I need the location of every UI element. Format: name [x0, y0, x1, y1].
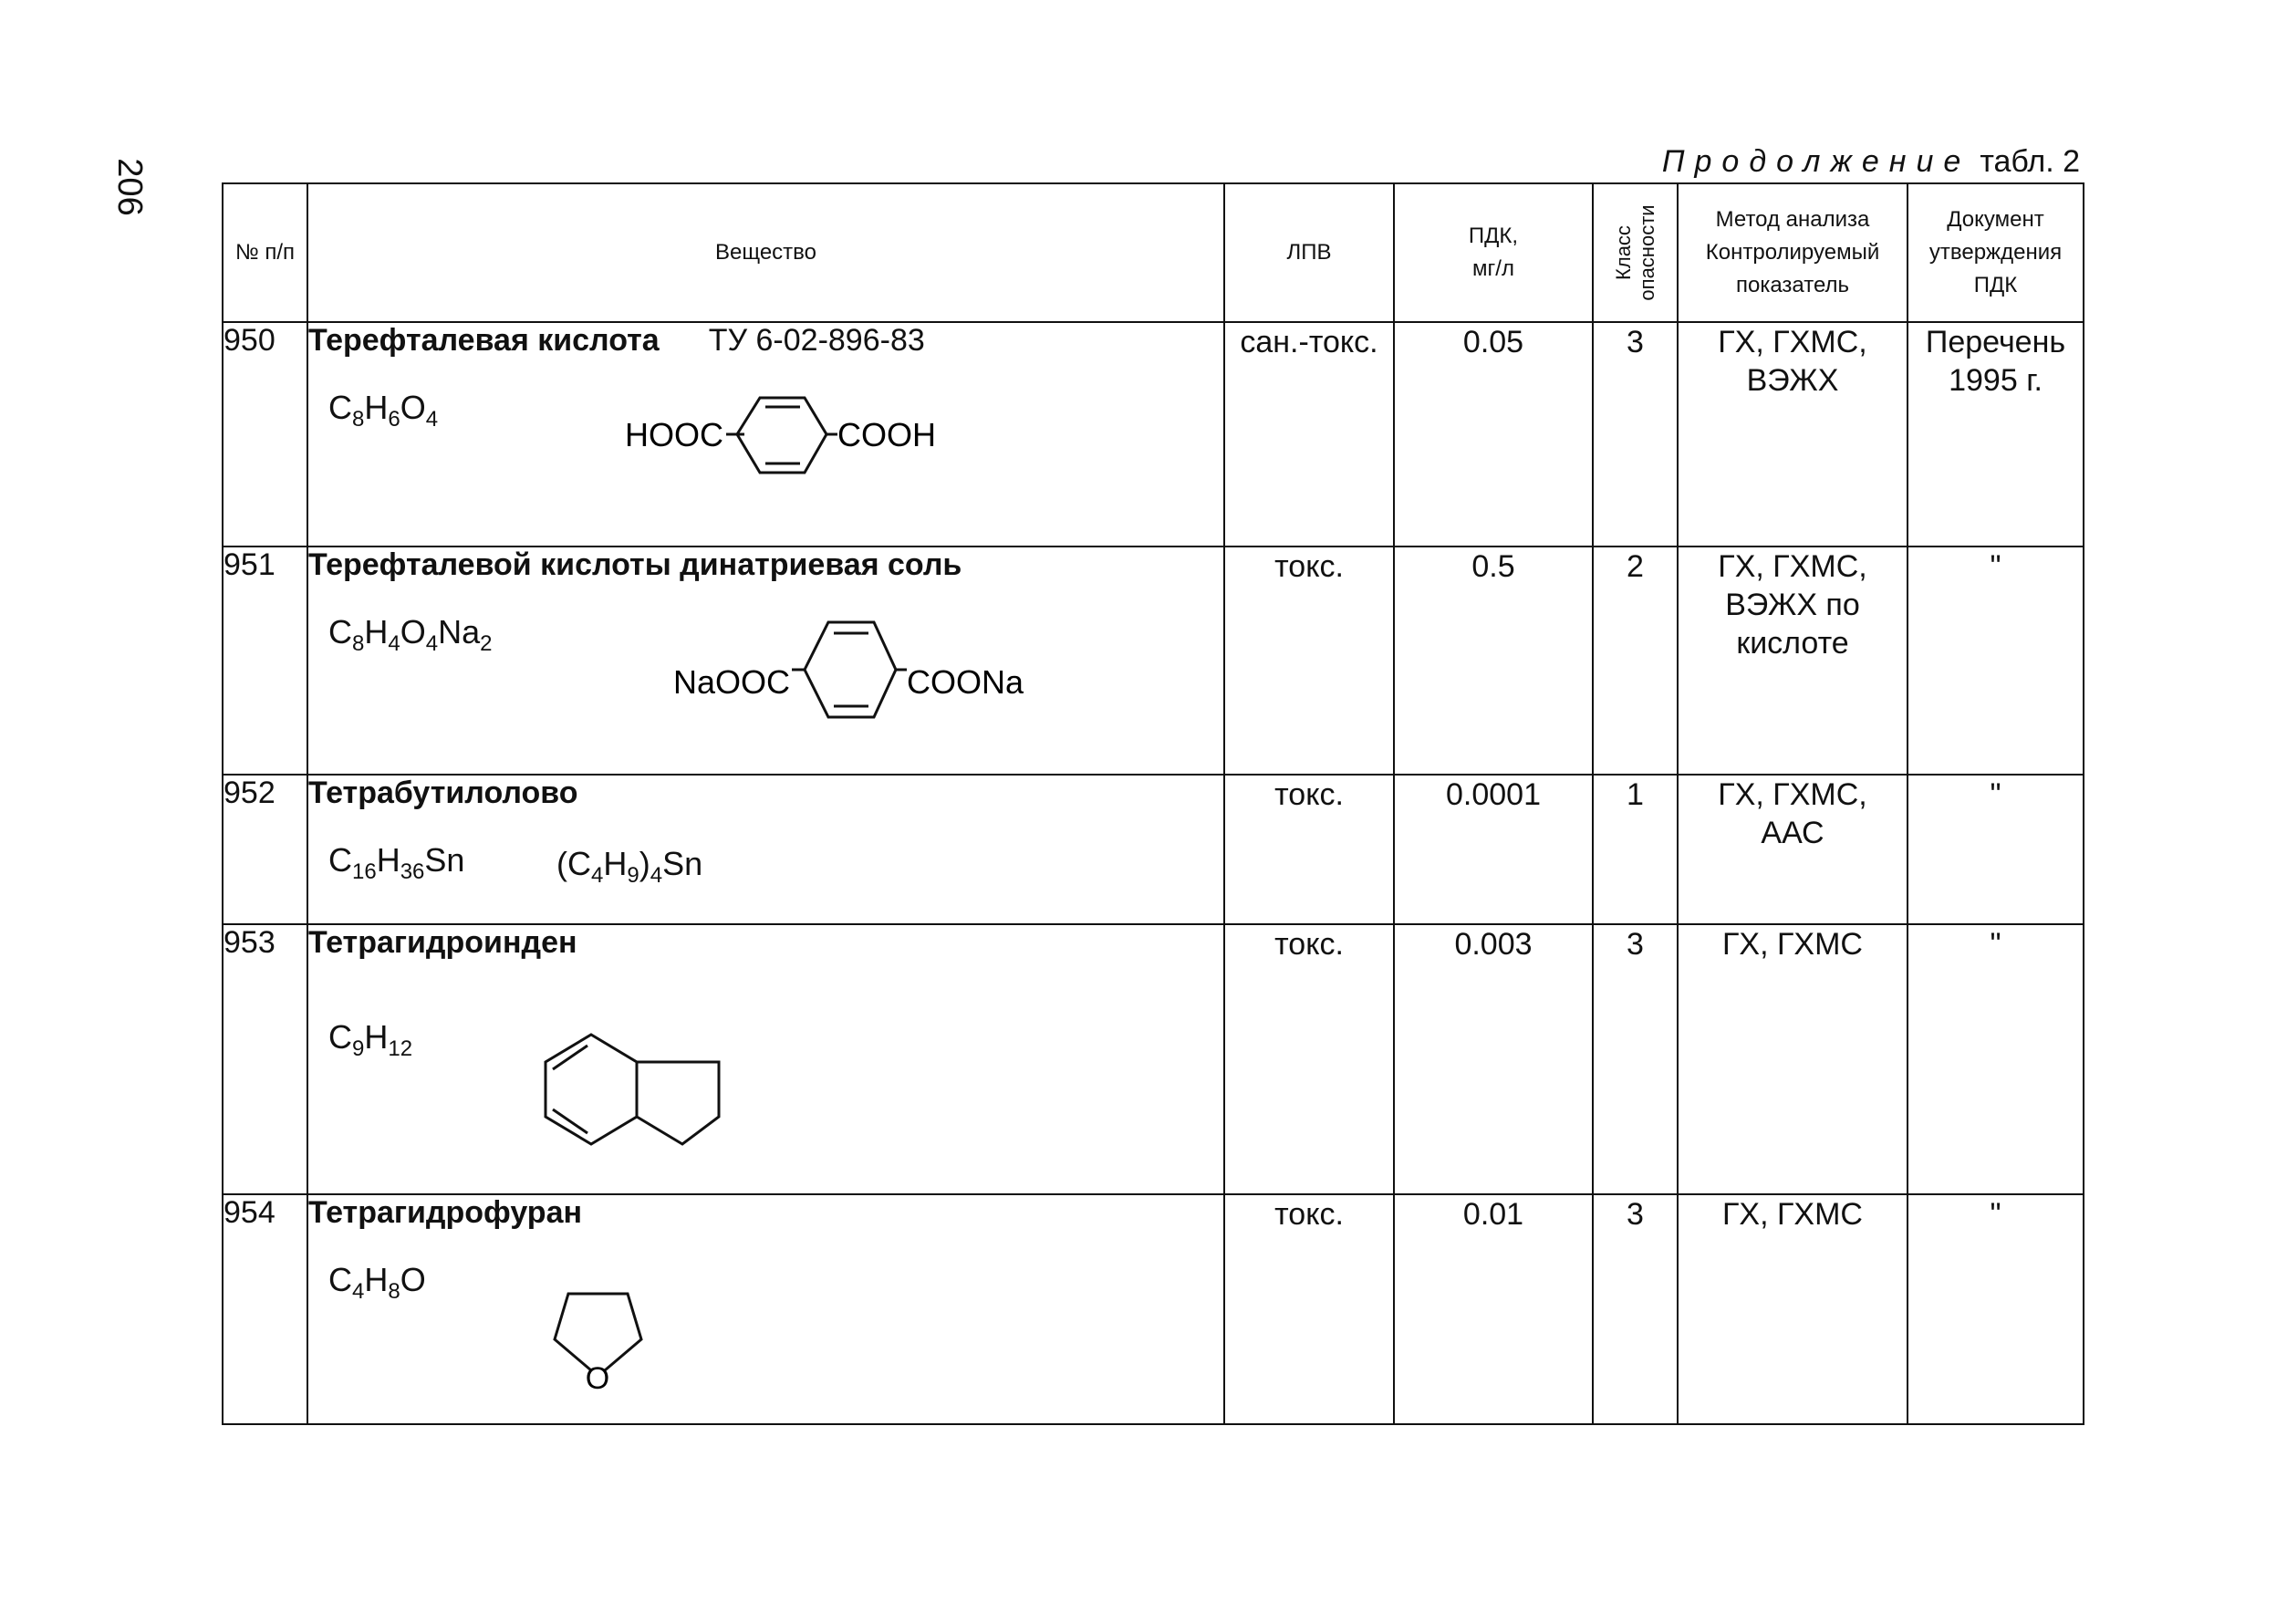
group-left: HOOC [625, 416, 723, 453]
lpv-cell: токс. [1224, 1194, 1394, 1424]
chemical-formula: $C_8H_6O_4$ [328, 389, 439, 432]
document-cell: " [1908, 1194, 2084, 1424]
header-method-line3: показатель [1735, 273, 1850, 297]
table-row [223, 547, 2084, 775]
lpv-cell: токс. [1224, 547, 1394, 775]
substance-name: Тетрагидроинден [308, 925, 577, 960]
pdk-cell: 0.003 [1394, 924, 1593, 1194]
method-cell: ГХ, ГХМС [1678, 924, 1908, 1194]
tetrahydrofuran-structure [541, 1268, 669, 1405]
substance-cell [307, 924, 1224, 1194]
substance-cell [307, 322, 1224, 547]
method-cell: ГХ, ГХМС, ААС [1678, 775, 1908, 924]
header-method [1678, 183, 1908, 322]
header-hazard-line2: опасности [1635, 204, 1658, 301]
method-cell: ГХ, ГХМС, ВЭЖХ по кислоте [1678, 547, 1908, 775]
pdk-cell: 0.01 [1394, 1194, 1593, 1424]
pdk-cell: 0.5 [1394, 547, 1593, 775]
hazard-class-cell: 3 [1593, 322, 1678, 547]
header-substance: Вещество [307, 183, 1224, 322]
lpv-cell: токс. [1224, 924, 1394, 1194]
hazard-class-cell: 1 [1593, 775, 1678, 924]
table-header-row [223, 183, 2084, 322]
header-method-line1: Метод анализа [1715, 207, 1870, 232]
pdk-cell: 0.05 [1394, 322, 1593, 547]
terephthalic-acid-structure [536, 389, 956, 516]
row-number: 952 [223, 775, 307, 924]
method-cell: ГХ, ГХМС [1678, 1194, 1908, 1424]
chemical-formula: $C_8H_4O_4Na_2$ [328, 613, 493, 657]
header-hazard-line1: Класс [1611, 225, 1635, 280]
chemical-formula-structural: $(C_4H_9)_4Sn$ [556, 845, 703, 889]
table-row [223, 775, 2084, 924]
chemical-formula: $C_4H_8O$ [328, 1261, 426, 1305]
header-doc-line2: утверждения [1928, 240, 2063, 265]
table-continuation-label [1662, 144, 2080, 180]
group-right: COOH [837, 416, 936, 453]
pdk-cell: 0.0001 [1394, 775, 1593, 924]
substance-cell [307, 1194, 1224, 1424]
document-cell: Перечень 1995 г. [1908, 322, 2084, 547]
header-pdk-line1: ПДК, [1468, 224, 1519, 248]
hazard-class-cell: 3 [1593, 1194, 1678, 1424]
group-left: NaOOC [672, 663, 790, 701]
substance-cell [307, 547, 1224, 775]
chemical-formula: $C_{16}H_{36}Sn$ [328, 841, 465, 885]
row-number: 951 [223, 547, 307, 775]
disodium-terephthalate-structure [628, 613, 1084, 750]
table-row [223, 924, 2084, 1194]
document-cell: " [1908, 547, 2084, 775]
ring-oxygen: O [585, 1361, 610, 1396]
substance-cell [307, 775, 1224, 924]
row-number: 950 [223, 322, 307, 547]
substances-table [222, 182, 2084, 1425]
table-row [223, 322, 2084, 547]
document-cell: " [1908, 924, 2084, 1194]
document-cell: " [1908, 775, 2084, 924]
continuation-table-ref: табл. 2 [1980, 144, 2080, 179]
group-right: COONa [907, 663, 1024, 701]
header-document [1908, 183, 2084, 322]
table-row [223, 1194, 2084, 1424]
hazard-class-cell: 2 [1593, 547, 1678, 775]
substance-name: Терефталевой кислоты динатриевая соль [308, 547, 962, 582]
header-doc-line3: ПДК [1973, 273, 2018, 297]
row-number: 953 [223, 924, 307, 1194]
tetrahydroindene-structure [536, 1016, 774, 1181]
substance-name: Тетрабутилолово [308, 776, 578, 810]
lpv-cell: сан.-токс. [1224, 322, 1394, 547]
header-method-line2: Контролируемый [1705, 240, 1880, 265]
header-num: № п/п [223, 183, 307, 322]
page-number: 206 [110, 158, 150, 216]
continuation-word: Продолжение [1661, 144, 1971, 179]
header-lpv: ЛПВ [1224, 183, 1394, 322]
chemical-formula: $C_9H_{12}$ [328, 1018, 413, 1062]
row-number: 954 [223, 1194, 307, 1424]
lpv-cell: токс. [1224, 775, 1394, 924]
header-pdk-line2: мг/л [1472, 256, 1514, 281]
substance-name: Тетрагидрофуран [308, 1195, 583, 1230]
method-cell: ГХ, ГХМС, ВЭЖХ [1678, 322, 1908, 547]
header-hazard-class [1593, 183, 1678, 322]
hazard-class-cell: 3 [1593, 924, 1678, 1194]
substance-tu: ТУ 6-02-896-83 [708, 323, 925, 358]
header-pdk [1394, 183, 1593, 322]
substance-name: Терефталевая кислота [308, 323, 660, 358]
header-doc-line1: Документ [1947, 207, 2044, 232]
